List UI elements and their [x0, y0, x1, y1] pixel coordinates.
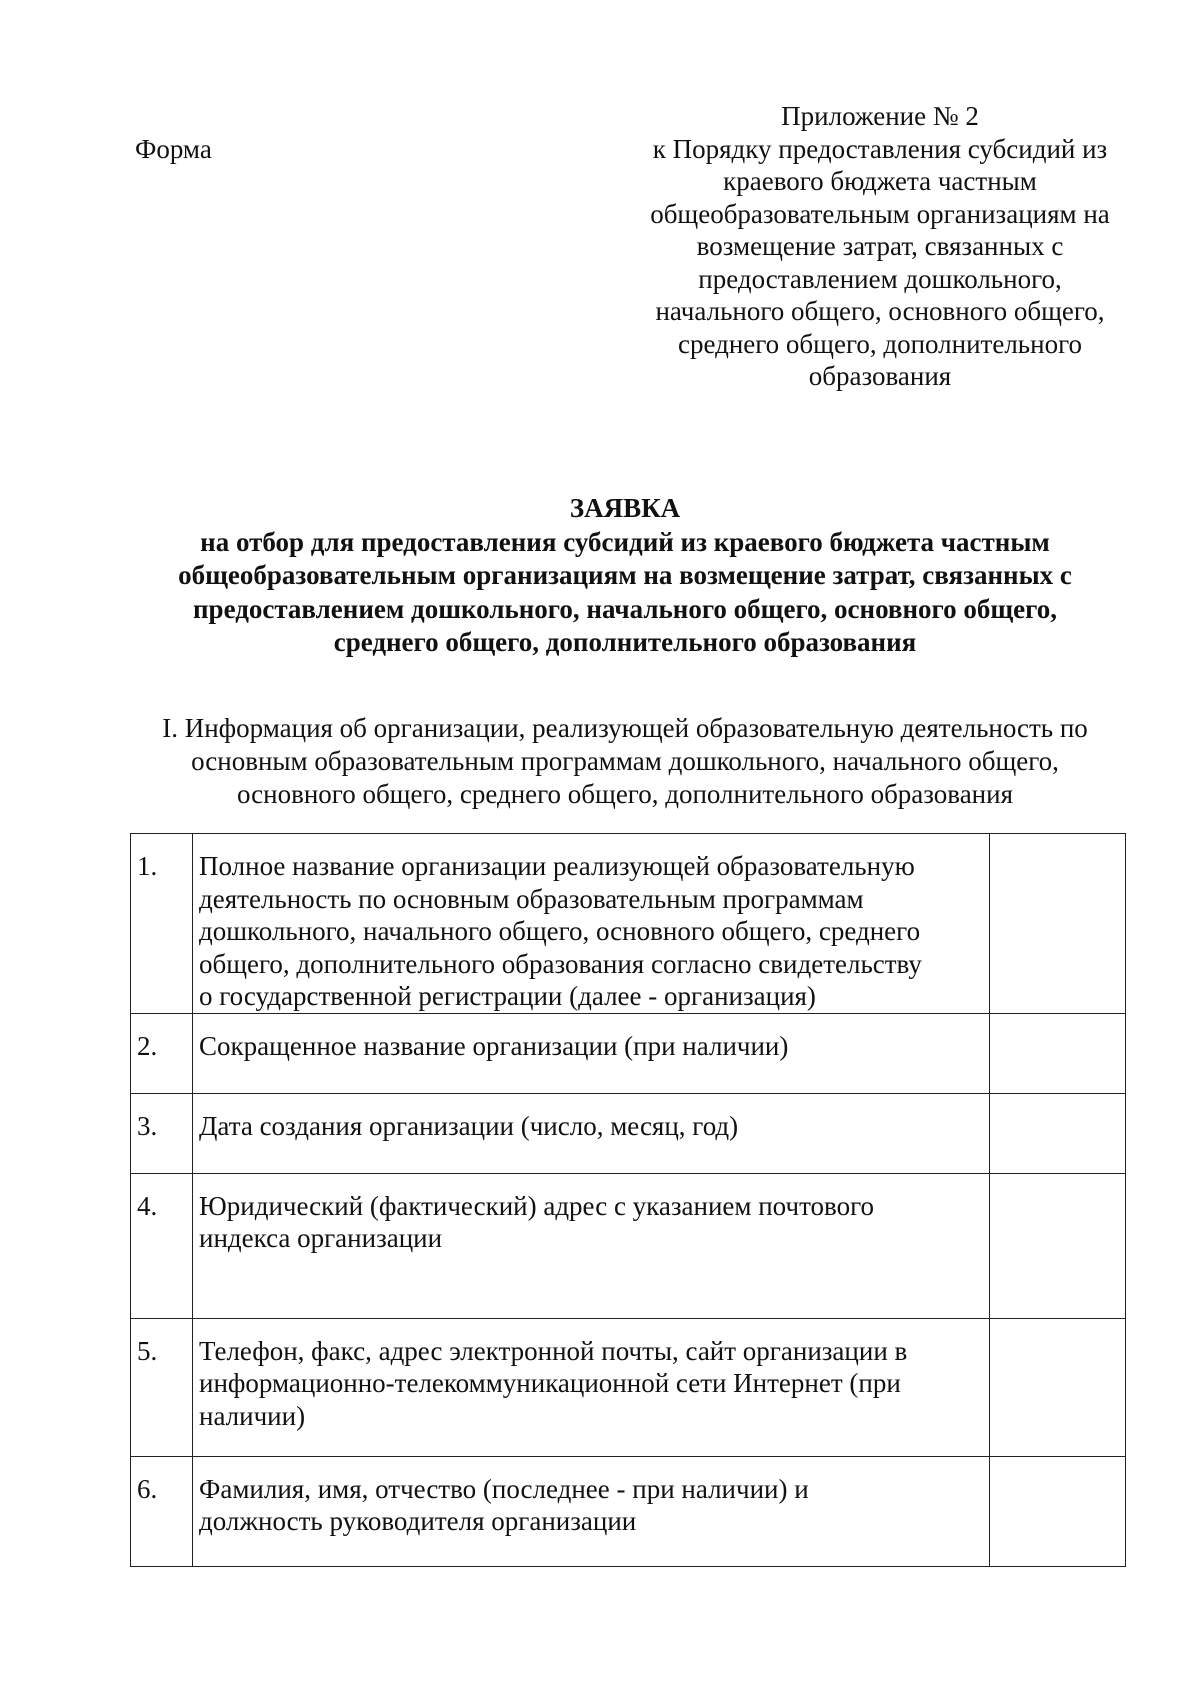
row-description-line: индекса организации — [199, 1223, 443, 1253]
section-heading — [100, 712, 1150, 811]
row-description-line: Полное название организации реализующей образовательную — [199, 851, 915, 881]
row-description — [193, 1456, 990, 1566]
table-row — [131, 1013, 1126, 1093]
title-line: общеобразовательным организациям на возмещение затрат, связанных с — [178, 560, 1072, 590]
row-number: 2. — [131, 1013, 193, 1093]
row-description-line: о государственной регистрации (далее - организация) — [199, 981, 816, 1011]
document-title — [100, 492, 1150, 660]
row-description-line: общего, дополнительного образования согласно свидетельству — [199, 948, 922, 979]
appendix-line: к Порядку предоставления субсидий из — [652, 133, 1108, 164]
row-description-line: Фамилия, имя, отчество (последнее - при наличии) и — [199, 1473, 809, 1504]
section-line: основным образовательным программам дошкольного, начального общего, — [191, 746, 1059, 776]
row-description-line: информационно-телекоммуникационной сети Интернет (при — [199, 1368, 901, 1398]
appendix-line: краевого бюджета частным — [723, 166, 1037, 196]
row-description — [193, 1173, 990, 1318]
row-value-cell[interactable] — [990, 1318, 1126, 1456]
appendix-line: общеобразовательным организациям на — [650, 198, 1110, 229]
title-line: на отбор для предоставления субсидий из краевого бюджета частным — [200, 526, 1050, 557]
appendix-line: образования — [808, 361, 952, 391]
row-value-cell[interactable] — [990, 1093, 1126, 1173]
row-description-line: деятельность по основным образовательным программам — [199, 883, 864, 914]
title-line: предоставлением дошкольного, начального общего, основного общего, — [193, 593, 1057, 624]
organization-info-table — [130, 833, 1126, 1567]
appendix-line: среднего общего, дополнительного — [678, 328, 1082, 359]
table-row — [131, 834, 1126, 1014]
title-line: среднего общего, дополнительного образования — [333, 627, 917, 657]
row-description-line: Юридический (фактический) адрес с указанием почтового — [199, 1190, 874, 1221]
row-description-line: Дата создания организации (число, месяц, год) — [199, 1110, 739, 1141]
row-description-line: Телефон, факс, адрес электронной почты, сайт организации в — [199, 1335, 908, 1366]
section-line: основного общего, среднего общего, дополнительного образования — [236, 779, 1013, 809]
row-number: 4. — [131, 1173, 193, 1318]
row-description — [193, 1318, 990, 1456]
row-description-line: Сокращенное название организации (при наличии) — [199, 1030, 789, 1061]
appendix-line: Приложение № 2 — [781, 101, 979, 131]
title-line: ЗАЯВКА — [569, 493, 681, 523]
row-value-cell[interactable] — [990, 834, 1126, 1014]
appendix-reference — [620, 100, 1140, 393]
row-description — [193, 1093, 990, 1173]
table-row — [131, 1456, 1126, 1566]
row-description-line: наличии) — [199, 1400, 306, 1431]
row-value-cell[interactable] — [990, 1173, 1126, 1318]
row-description-line: дошкольного, начального общего, основного общего, среднего — [199, 916, 921, 946]
row-description — [193, 1013, 990, 1093]
appendix-line: начального общего, основного общего, — [655, 296, 1105, 326]
table-row — [131, 1318, 1126, 1456]
table-row — [131, 1173, 1126, 1318]
appendix-line: предоставлением дошкольного, — [698, 263, 1062, 294]
row-description-line: должность руководителя организации — [199, 1506, 637, 1536]
row-value-cell[interactable] — [990, 1013, 1126, 1093]
row-number: 3. — [131, 1093, 193, 1173]
row-value-cell[interactable] — [990, 1456, 1126, 1566]
table-row — [131, 1093, 1126, 1173]
row-number: 6. — [131, 1456, 193, 1566]
row-number: 1. — [131, 834, 193, 1014]
row-description — [193, 834, 990, 1014]
form-label: Форма — [135, 134, 212, 164]
row-number: 5. — [131, 1318, 193, 1456]
appendix-line: возмещение затрат, связанных с — [696, 231, 1064, 261]
section-line: I. Информация об организации, реализующей образовательную деятельность по — [162, 713, 1088, 743]
